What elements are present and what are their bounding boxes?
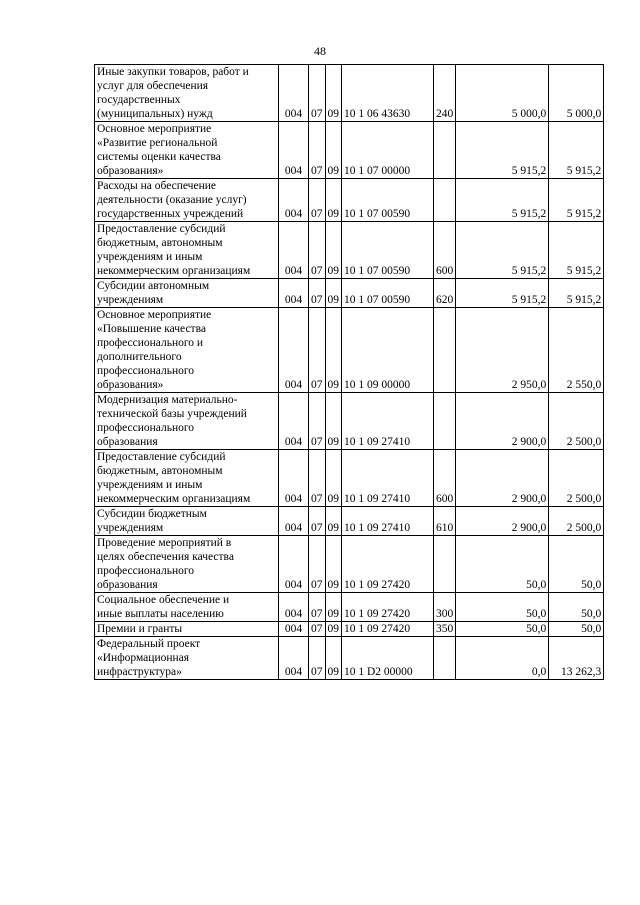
table-row <box>95 65 604 122</box>
table-row <box>95 308 604 393</box>
expense-type-code: 610 <box>434 507 456 536</box>
subsection-code: 09 <box>325 637 342 680</box>
target-article-code: 10 1 D2 00000 <box>342 637 434 680</box>
amount-first: 0,0 <box>456 637 549 680</box>
row-name: Предоставление субсидий бюджетным, автономным учреждениям и иным некоммерческим организациям <box>95 222 279 279</box>
table-row <box>95 279 604 308</box>
ministry-code: 004 <box>279 279 309 308</box>
table-row <box>95 637 604 680</box>
row-name: Проведение мероприятий в целях обеспечения качества профессионального образования <box>95 536 279 593</box>
subsection-code: 09 <box>325 507 342 536</box>
target-article-code: 10 1 07 00590 <box>342 222 434 279</box>
subsection-code: 09 <box>325 450 342 507</box>
ministry-code: 004 <box>279 536 309 593</box>
amount-second: 5 915,2 <box>549 179 604 222</box>
subsection-code: 09 <box>325 536 342 593</box>
ministry-code: 004 <box>279 450 309 507</box>
row-name: Социальное обеспечение и иные выплаты населению <box>95 593 279 622</box>
expense-type-code: 600 <box>434 450 456 507</box>
section-code: 07 <box>309 222 326 279</box>
section-code: 07 <box>309 450 326 507</box>
expense-type-code: 240 <box>434 65 456 122</box>
target-article-code: 10 1 09 27410 <box>342 393 434 450</box>
amount-first: 50,0 <box>456 593 549 622</box>
expense-type-code: 300 <box>434 593 456 622</box>
section-code: 07 <box>309 122 326 179</box>
ministry-code: 004 <box>279 122 309 179</box>
ministry-code: 004 <box>279 179 309 222</box>
target-article-code: 10 1 09 00000 <box>342 308 434 393</box>
expense-type-code <box>434 637 456 680</box>
table-row <box>95 222 604 279</box>
section-code: 07 <box>309 507 326 536</box>
table-row <box>95 179 604 222</box>
amount-second: 5 915,2 <box>549 279 604 308</box>
amount-second: 50,0 <box>549 593 604 622</box>
amount-first: 5 915,2 <box>456 279 549 308</box>
target-article-code: 10 1 06 43630 <box>342 65 434 122</box>
expense-type-code <box>434 536 456 593</box>
expense-type-code <box>434 122 456 179</box>
table-row <box>95 536 604 593</box>
target-article-code: 10 1 09 27420 <box>342 622 434 637</box>
page-number: 48 <box>314 44 326 58</box>
row-name: Расходы на обеспечение деятельности (оказание услуг) государственных учреждений <box>95 179 279 222</box>
ministry-code: 004 <box>279 593 309 622</box>
amount-first: 5 000,0 <box>456 65 549 122</box>
ministry-code: 004 <box>279 308 309 393</box>
amount-first: 5 915,2 <box>456 222 549 279</box>
section-code: 07 <box>309 308 326 393</box>
amount-first: 2 900,0 <box>456 507 549 536</box>
row-name: Предоставление субсидий бюджетным, автономным учреждениям и иным некоммерческим организациям <box>95 450 279 507</box>
expense-type-code <box>434 393 456 450</box>
ministry-code: 004 <box>279 507 309 536</box>
subsection-code: 09 <box>325 593 342 622</box>
section-code: 07 <box>309 593 326 622</box>
amount-second: 2 550,0 <box>549 308 604 393</box>
ministry-code: 004 <box>279 65 309 122</box>
target-article-code: 10 1 09 27410 <box>342 450 434 507</box>
subsection-code: 09 <box>325 393 342 450</box>
amount-second: 5 915,2 <box>549 222 604 279</box>
expense-type-code: 600 <box>434 222 456 279</box>
table-row <box>95 507 604 536</box>
section-code: 07 <box>309 179 326 222</box>
row-name: Премии и гранты <box>95 622 279 637</box>
subsection-code: 09 <box>325 179 342 222</box>
section-code: 07 <box>309 637 326 680</box>
row-name: Основное мероприятие «Повышение качества профессионального и дополнительного профессионального образования» <box>95 308 279 393</box>
table-row <box>95 593 604 622</box>
table-row <box>95 450 604 507</box>
amount-second: 5 000,0 <box>549 65 604 122</box>
subsection-code: 09 <box>325 279 342 308</box>
section-code: 07 <box>309 393 326 450</box>
target-article-code: 10 1 09 27410 <box>342 507 434 536</box>
row-name: Модернизация материально- технической базы учреждений профессионального образования <box>95 393 279 450</box>
amount-first: 50,0 <box>456 536 549 593</box>
budget-table <box>94 64 604 680</box>
row-name: Основное мероприятие «Развитие региональной системы оценки качества образования» <box>95 122 279 179</box>
amount-first: 50,0 <box>456 622 549 637</box>
expense-type-code <box>434 308 456 393</box>
amount-second: 2 500,0 <box>549 393 604 450</box>
subsection-code: 09 <box>325 122 342 179</box>
target-article-code: 10 1 07 00000 <box>342 122 434 179</box>
target-article-code: 10 1 09 27420 <box>342 536 434 593</box>
ministry-code: 004 <box>279 222 309 279</box>
target-article-code: 10 1 07 00590 <box>342 179 434 222</box>
amount-second: 50,0 <box>549 536 604 593</box>
table-row <box>95 122 604 179</box>
table-row <box>95 622 604 637</box>
amount-second: 2 500,0 <box>549 450 604 507</box>
row-name: Субсидии бюджетным учреждениям <box>95 507 279 536</box>
section-code: 07 <box>309 65 326 122</box>
row-name: Федеральный проект «Информационная инфраструктура» <box>95 637 279 680</box>
section-code: 07 <box>309 279 326 308</box>
subsection-code: 09 <box>325 222 342 279</box>
row-name: Иные закупки товаров, работ и услуг для обеспечения государственных (муниципальных) нужд <box>95 65 279 122</box>
subsection-code: 09 <box>325 622 342 637</box>
target-article-code: 10 1 09 27420 <box>342 593 434 622</box>
expense-type-code: 350 <box>434 622 456 637</box>
expense-type-code: 620 <box>434 279 456 308</box>
section-code: 07 <box>309 536 326 593</box>
amount-second: 5 915,2 <box>549 122 604 179</box>
ministry-code: 004 <box>279 622 309 637</box>
amount-second: 13 262,3 <box>549 637 604 680</box>
amount-second: 2 500,0 <box>549 507 604 536</box>
ministry-code: 004 <box>279 393 309 450</box>
amount-first: 5 915,2 <box>456 122 549 179</box>
amount-second: 50,0 <box>549 622 604 637</box>
amount-first: 5 915,2 <box>456 179 549 222</box>
subsection-code: 09 <box>325 65 342 122</box>
table-row <box>95 393 604 450</box>
ministry-code: 004 <box>279 637 309 680</box>
amount-first: 2 900,0 <box>456 450 549 507</box>
expense-type-code <box>434 179 456 222</box>
row-name: Субсидии автономным учреждениям <box>95 279 279 308</box>
amount-first: 2 950,0 <box>456 308 549 393</box>
amount-first: 2 900,0 <box>456 393 549 450</box>
section-code: 07 <box>309 622 326 637</box>
target-article-code: 10 1 07 00590 <box>342 279 434 308</box>
subsection-code: 09 <box>325 308 342 393</box>
